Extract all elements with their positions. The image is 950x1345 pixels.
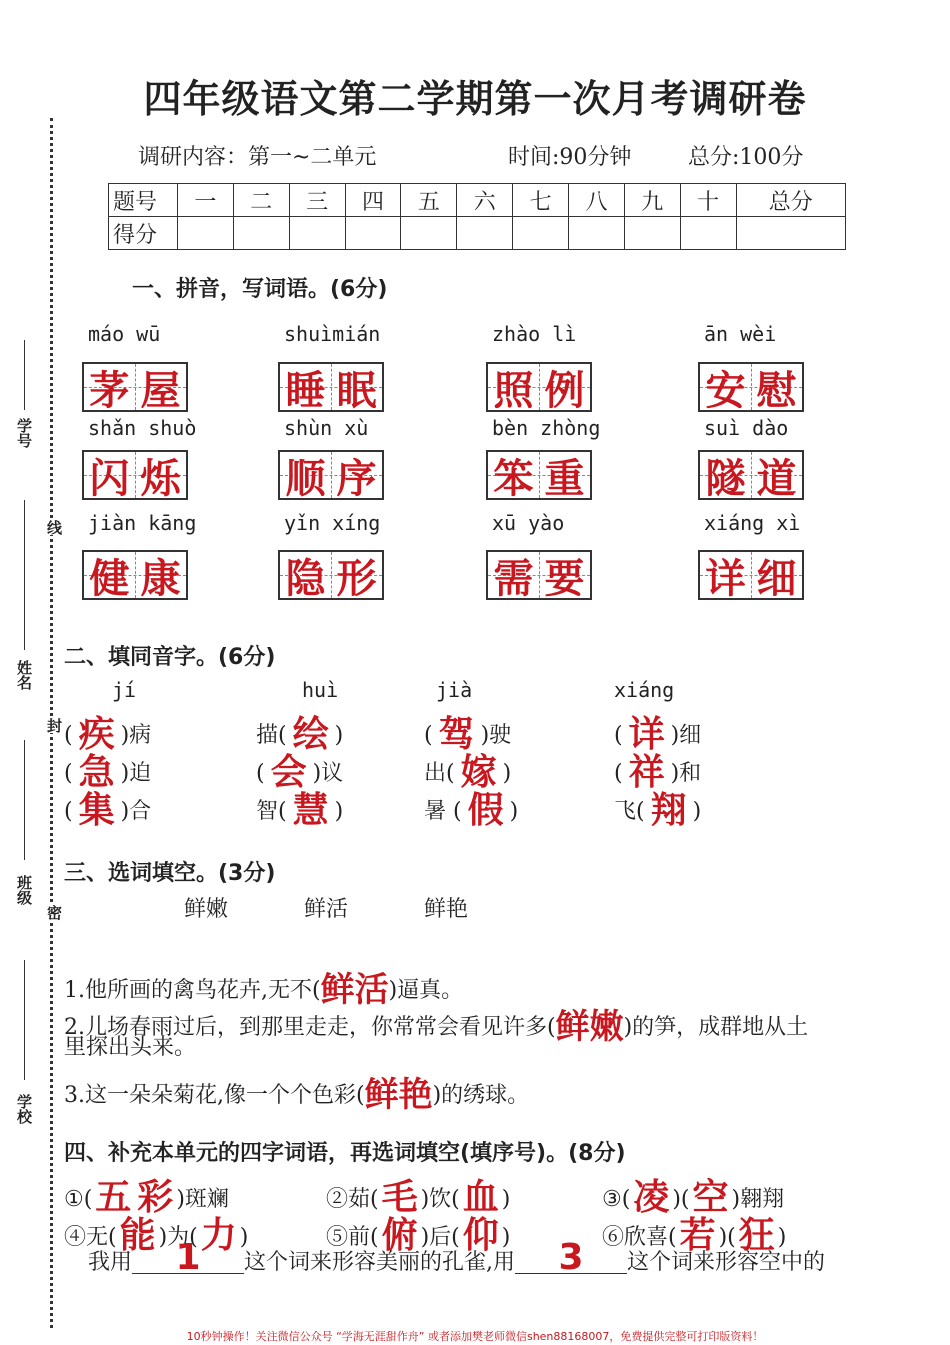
answer-char: 详 (628, 714, 665, 755)
answer-char: 照 (488, 364, 540, 410)
pinyin-label: ān wèi (704, 322, 777, 346)
score-header-cell: 六 (457, 184, 513, 217)
answer-text: 鲜嫩 (555, 1007, 624, 1047)
item-text: ) (239, 1225, 249, 1250)
answer-char: 仰 (462, 1215, 499, 1256)
fill-blank-1: 1 (132, 1243, 244, 1274)
answer-char: 假 (467, 790, 504, 831)
item-text: )饮( (420, 1187, 460, 1212)
seal-mark-secret: 密 (45, 905, 63, 920)
tian-grid-box (82, 450, 188, 500)
score-cell (345, 217, 401, 250)
answer-char: 力 (200, 1215, 237, 1256)
item-text: ③( (602, 1187, 631, 1212)
answer-char: 俯 (381, 1215, 418, 1256)
item-text: ⑤前( (326, 1225, 379, 1250)
homophone-item (424, 778, 518, 829)
exam-total: 总分:100分 (688, 145, 804, 170)
pinyin-label: jiàn kāng (88, 511, 197, 535)
item-text: ④无( (64, 1225, 117, 1250)
item-text: ①( (64, 1187, 93, 1212)
footer-note: 10秒钟操作！关注微信公众号 “学海无涯甜作舟” 或者添加樊老师微信shen88168007，免费提供完整可打印版资料！ (186, 1330, 764, 1343)
tian-grid-box (278, 362, 384, 412)
question-text: 3.这一朵朵菊花,像一个个色彩( (64, 1083, 365, 1108)
answer-char: 血 (462, 1177, 499, 1218)
section2-heading: 二、填同音字。(6分) (64, 645, 276, 670)
item-text: )病 (120, 723, 152, 748)
score-header-cell: 题号 (109, 184, 178, 217)
sidebar-label-class: 班级 (15, 875, 33, 905)
pinyin-label: suì dào (704, 416, 789, 440)
score-cell (178, 217, 234, 250)
answer-char: 细 (756, 555, 797, 602)
answer-char: 会 (270, 752, 307, 793)
answer-char: 烁 (140, 455, 181, 502)
score-cell (233, 217, 289, 250)
section3-question-2-cont: 里探出头来。 (64, 1035, 197, 1060)
answer-char: 绘 (292, 714, 329, 755)
answer-char: 详 (700, 552, 752, 598)
fill-text: 这个词来形容空中的 (627, 1250, 826, 1275)
item-text: 描( (256, 723, 287, 748)
score-cell (513, 217, 569, 250)
pinyin-label: shùn xù (284, 416, 369, 440)
item-text: ) (509, 799, 519, 824)
item-text: ) (502, 761, 512, 786)
answer-char: 翔 (650, 790, 687, 831)
item-text: )斑斓 (176, 1187, 229, 1212)
score-header-cell: 总分 (736, 184, 845, 217)
item-text: ) (692, 799, 702, 824)
item-text: )细 (670, 723, 702, 748)
item-text: ( (64, 723, 73, 748)
section2-pinyin: xiáng (614, 678, 675, 702)
item-text: )合 (120, 799, 152, 824)
pinyin-label: xū yào (492, 511, 565, 535)
answer-char: 笨 (488, 452, 540, 498)
score-cell (680, 217, 736, 250)
score-header-cell: 三 (289, 184, 345, 217)
answer-char: 五 (95, 1177, 132, 1218)
answer-char: 若 (679, 1215, 716, 1256)
item-text: ②茹( (326, 1187, 379, 1212)
pinyin-label: zhào lì (492, 322, 577, 346)
item-text: )( (672, 1187, 690, 1212)
section2-pinyin: jià (436, 678, 473, 702)
fill-text: 我用 (88, 1250, 133, 1275)
answer-char: 顺 (280, 452, 332, 498)
answer-char: 例 (544, 367, 585, 414)
item-text: 暑 ( (424, 799, 462, 824)
name-underline (24, 500, 25, 650)
answer-char: 急 (78, 752, 115, 793)
item-text: ⑥欣喜( (602, 1225, 677, 1250)
item-text: )议 (312, 761, 344, 786)
question-text: )逼真。 (388, 978, 464, 1003)
item-text: ( (614, 761, 623, 786)
tian-grid-box (278, 450, 384, 500)
word-option: 鲜嫩 (184, 897, 229, 922)
answer-char: 序 (336, 455, 377, 502)
score-header-row (109, 184, 846, 217)
tian-grid-box (698, 550, 804, 600)
score-header-cell: 九 (624, 184, 680, 217)
item-text: 飞( (614, 799, 645, 824)
score-cell (289, 217, 345, 250)
answer-char: 慧 (292, 790, 329, 831)
tian-grid-box (82, 550, 188, 600)
item-text: )迫 (120, 761, 152, 786)
item-text: ( (64, 761, 73, 786)
answer-char: 康 (140, 555, 181, 602)
score-cell (457, 217, 513, 250)
score-header-cell: 二 (233, 184, 289, 217)
answer-text: 鲜艳 (364, 1075, 433, 1115)
page-title: 四年级语文第二学期第一次月考调研卷 (143, 77, 807, 121)
score-header-cell: 四 (345, 184, 401, 217)
answer-char: 闪 (84, 452, 136, 498)
answer-char: 凌 (633, 1177, 670, 1218)
tian-grid-box (698, 450, 804, 500)
seal-mark-seal: 封 (45, 718, 63, 733)
score-cell (401, 217, 457, 250)
homophone-item (256, 778, 343, 829)
question-text: 2.儿场春雨过后，到那里走走，你常常会看见许多( (64, 1015, 556, 1040)
tian-grid-box (698, 362, 804, 412)
answer-char: 集 (78, 790, 115, 831)
word-option: 鲜艳 (424, 897, 469, 922)
item-text: ( (64, 799, 73, 824)
section3-heading: 三、选词填空。(3分) (64, 861, 276, 886)
score-header-cell: 五 (401, 184, 457, 217)
item-text: ( (256, 761, 265, 786)
score-table (108, 183, 846, 250)
fill-text: 这个词来形容美丽的孔雀,用 (244, 1250, 516, 1275)
sidebar-label-name: 姓名 (15, 660, 33, 690)
homophone-item (64, 778, 151, 829)
pinyin-label: shuìmián (284, 322, 381, 346)
pinyin-label: shǎn shuò (88, 416, 197, 440)
item-text: ( (614, 723, 623, 748)
question-text: )的绣球。 (432, 1083, 530, 1108)
homophone-item (614, 778, 701, 829)
answer-char: 能 (119, 1215, 156, 1256)
section4-heading: 四、补充本单元的四字词语，再选词填空(填序号)。(8分) (64, 1141, 626, 1166)
school-underline (24, 960, 25, 1080)
item-text: ) (501, 1225, 511, 1250)
answer-char: 隐 (280, 552, 332, 598)
tian-grid-box (486, 450, 592, 500)
class-underline (24, 740, 25, 860)
answer-char: 慰 (756, 367, 797, 414)
answer-char: 疾 (78, 714, 115, 755)
section2-pinyin: huì (302, 678, 339, 702)
item-text: 出( (424, 761, 455, 786)
answer-char: 屋 (140, 367, 181, 414)
fill-blank-2: 3 (515, 1243, 627, 1274)
score-row-label: 得分 (109, 217, 178, 250)
id-underline (24, 340, 25, 410)
score-header-cell: 八 (569, 184, 625, 217)
exam-content: 调研内容：第一~二单元 (138, 145, 377, 170)
exam-time: 时间:90分钟 (508, 145, 632, 170)
item-text: )和 (670, 761, 702, 786)
item-text: ) (501, 1187, 511, 1212)
section3-question-3 (64, 1063, 530, 1115)
sidebar-label-student-id: 学号 (15, 418, 33, 448)
answer-char: 嫁 (460, 752, 497, 793)
answer-char: 狂 (738, 1215, 775, 1256)
item-text: )翱翔 (731, 1187, 785, 1212)
item-text: )驶 (480, 723, 512, 748)
answer-char: 驾 (438, 714, 475, 755)
answer-char: 安 (700, 364, 752, 410)
score-cell (736, 217, 845, 250)
answer-char: 道 (756, 455, 797, 502)
answer-char: 眠 (336, 367, 377, 414)
item-text: ) (334, 799, 344, 824)
item-text: )后( (420, 1225, 460, 1250)
answer-char: 形 (336, 555, 377, 602)
item-text: ) (777, 1225, 787, 1250)
sidebar-label-school: 学校 (15, 1094, 33, 1124)
question-text: 1.他所画的禽鸟花卉,无不( (64, 978, 321, 1003)
item-text: )( (718, 1225, 736, 1250)
pinyin-label: yǐn xíng (284, 511, 381, 535)
item-text: ) (334, 723, 344, 748)
item-text: )为( (158, 1225, 198, 1250)
answer-char: 健 (84, 552, 136, 598)
score-header-cell: 十 (680, 184, 736, 217)
answer-text: 鲜活 (320, 970, 389, 1010)
tian-grid-box (486, 362, 592, 412)
pinyin-label: bèn zhòng (492, 416, 601, 440)
answer-char: 毛 (381, 1177, 418, 1218)
answer-char: 空 (692, 1177, 729, 1218)
answer-char: 要 (544, 555, 585, 602)
pinyin-label: máo wū (88, 322, 161, 346)
tian-grid-box (486, 550, 592, 600)
score-header-cell: 七 (513, 184, 569, 217)
score-cell (569, 217, 625, 250)
answer-char: 彩 (137, 1177, 174, 1218)
answer-char: 茅 (84, 364, 136, 410)
item-text: 智( (256, 799, 287, 824)
section1-heading: 一、拼音，写词语。(6分) (132, 277, 388, 302)
seal-mark-line: 线 (45, 520, 63, 535)
score-value-row (109, 217, 846, 250)
word-option: 鲜活 (304, 897, 349, 922)
question-text: )的笋，成群地从土 (623, 1015, 809, 1040)
tian-grid-box (278, 550, 384, 600)
answer-char: 需 (488, 552, 540, 598)
pinyin-label: xiáng xì (704, 511, 801, 535)
answer-char: 重 (544, 455, 585, 502)
tian-grid-box (82, 362, 188, 412)
section2-pinyin: jí (112, 678, 137, 702)
answer-char: 睡 (280, 364, 332, 410)
item-text: ( (424, 723, 433, 748)
answer-char: 祥 (628, 752, 665, 793)
answer-char: 隧 (700, 452, 752, 498)
score-cell (624, 217, 680, 250)
score-header-cell: 一 (178, 184, 234, 217)
